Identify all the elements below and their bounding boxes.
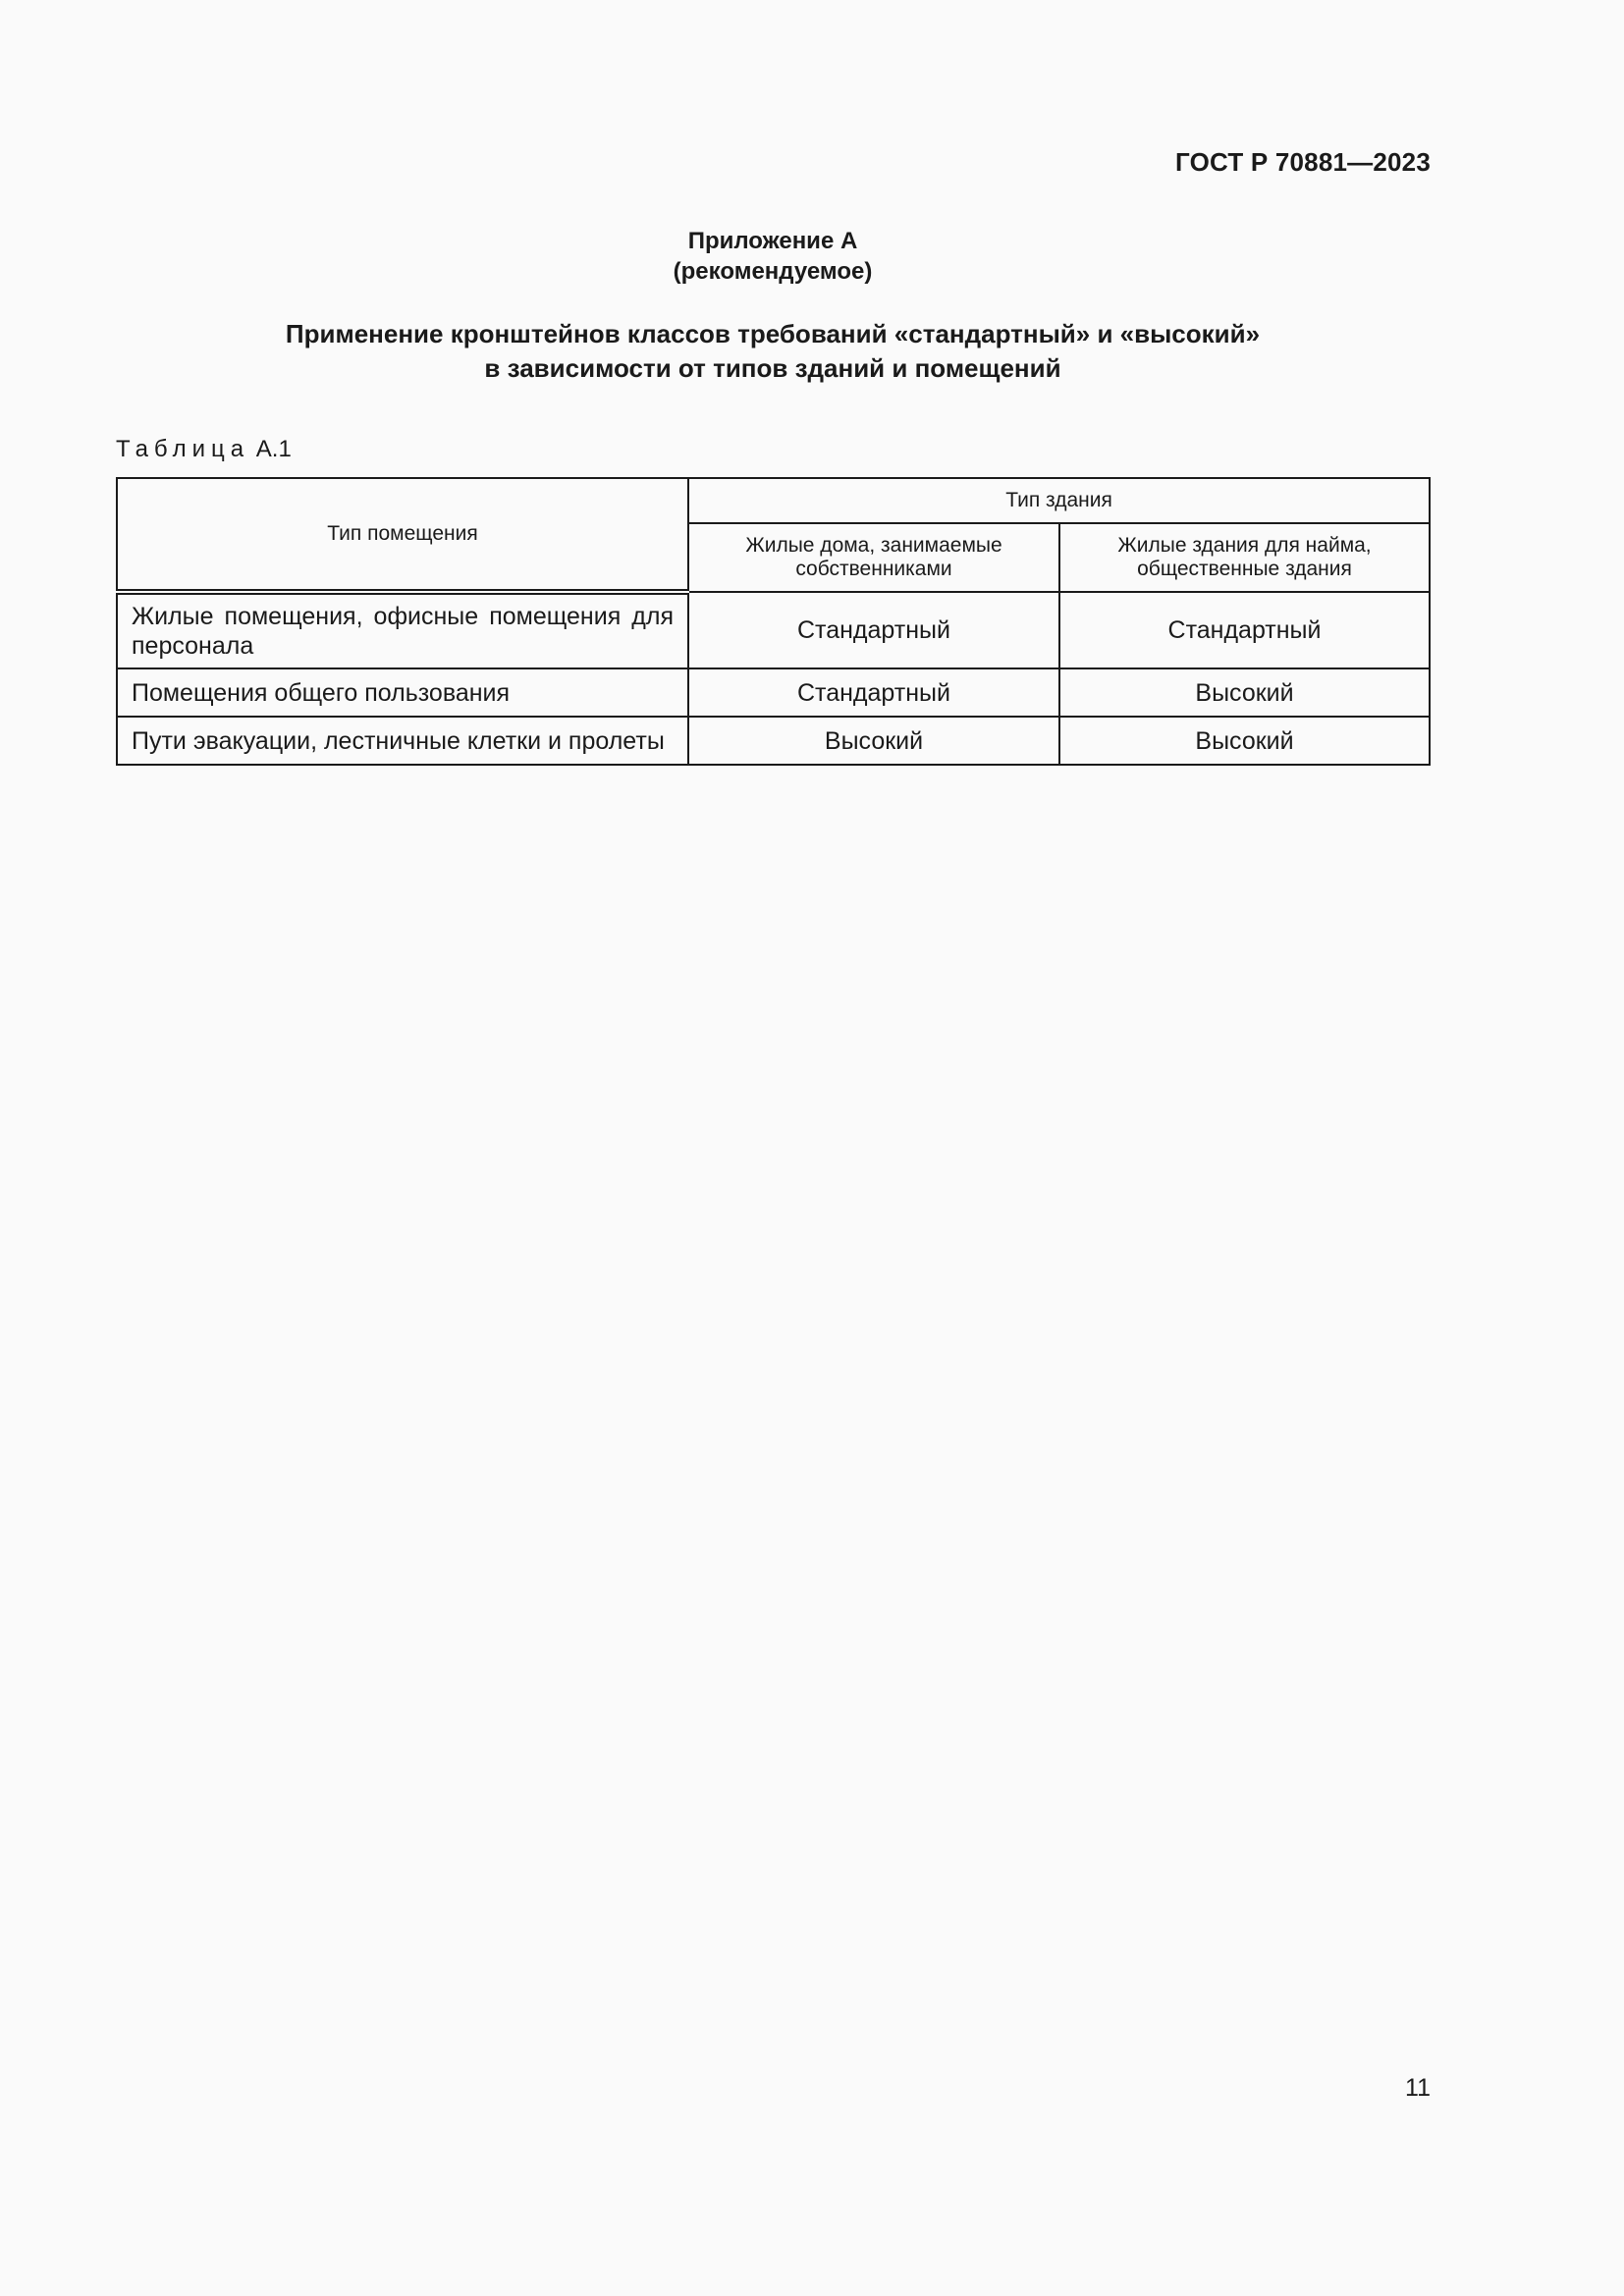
header-owner-occupied: Жилые дома, занимаемые собственниками	[688, 523, 1059, 592]
header-rental-public: Жилые здания для найма, общественные здания	[1059, 523, 1430, 592]
cell-rent-class: Высокий	[1059, 717, 1430, 765]
appendix-title: Приложение А	[687, 228, 858, 254]
document-code: ГОСТ Р 70881—2023	[1175, 147, 1431, 177]
table-caption	[116, 436, 292, 463]
table-caption-number: А.1	[255, 436, 292, 462]
appendix-heading-line-2: в зависимости от типов зданий и помещений	[484, 353, 1061, 383]
header-room-type: Тип помещения	[117, 478, 688, 592]
table-row	[117, 592, 1430, 668]
table-row	[117, 668, 1430, 717]
cell-rent-class: Стандартный	[1059, 592, 1430, 668]
table-row	[117, 717, 1430, 765]
table-caption-word: Таблица	[116, 436, 250, 462]
appendix-heading-line-1: Применение кронштейнов классов требований «стандартный» и «высокий»	[285, 319, 1261, 348]
cell-room-type: Помещения общего пользования	[117, 668, 688, 717]
cell-rent-class: Высокий	[1059, 668, 1430, 717]
appendix-status: (рекомендуемое)	[673, 258, 873, 285]
header-building-type: Тип здания	[688, 478, 1430, 523]
requirements-table	[116, 477, 1431, 766]
cell-room-type: Жилые помещения, офисные помещения для персонала	[117, 592, 688, 668]
cell-owner-class: Высокий	[688, 717, 1059, 765]
cell-room-type: Пути эвакуации, лестничные клетки и пролеты	[117, 717, 688, 765]
cell-owner-class: Стандартный	[688, 668, 1059, 717]
cell-owner-class: Стандартный	[688, 592, 1059, 668]
page-number: 11	[1405, 2074, 1431, 2102]
table-header-row	[117, 478, 1430, 523]
